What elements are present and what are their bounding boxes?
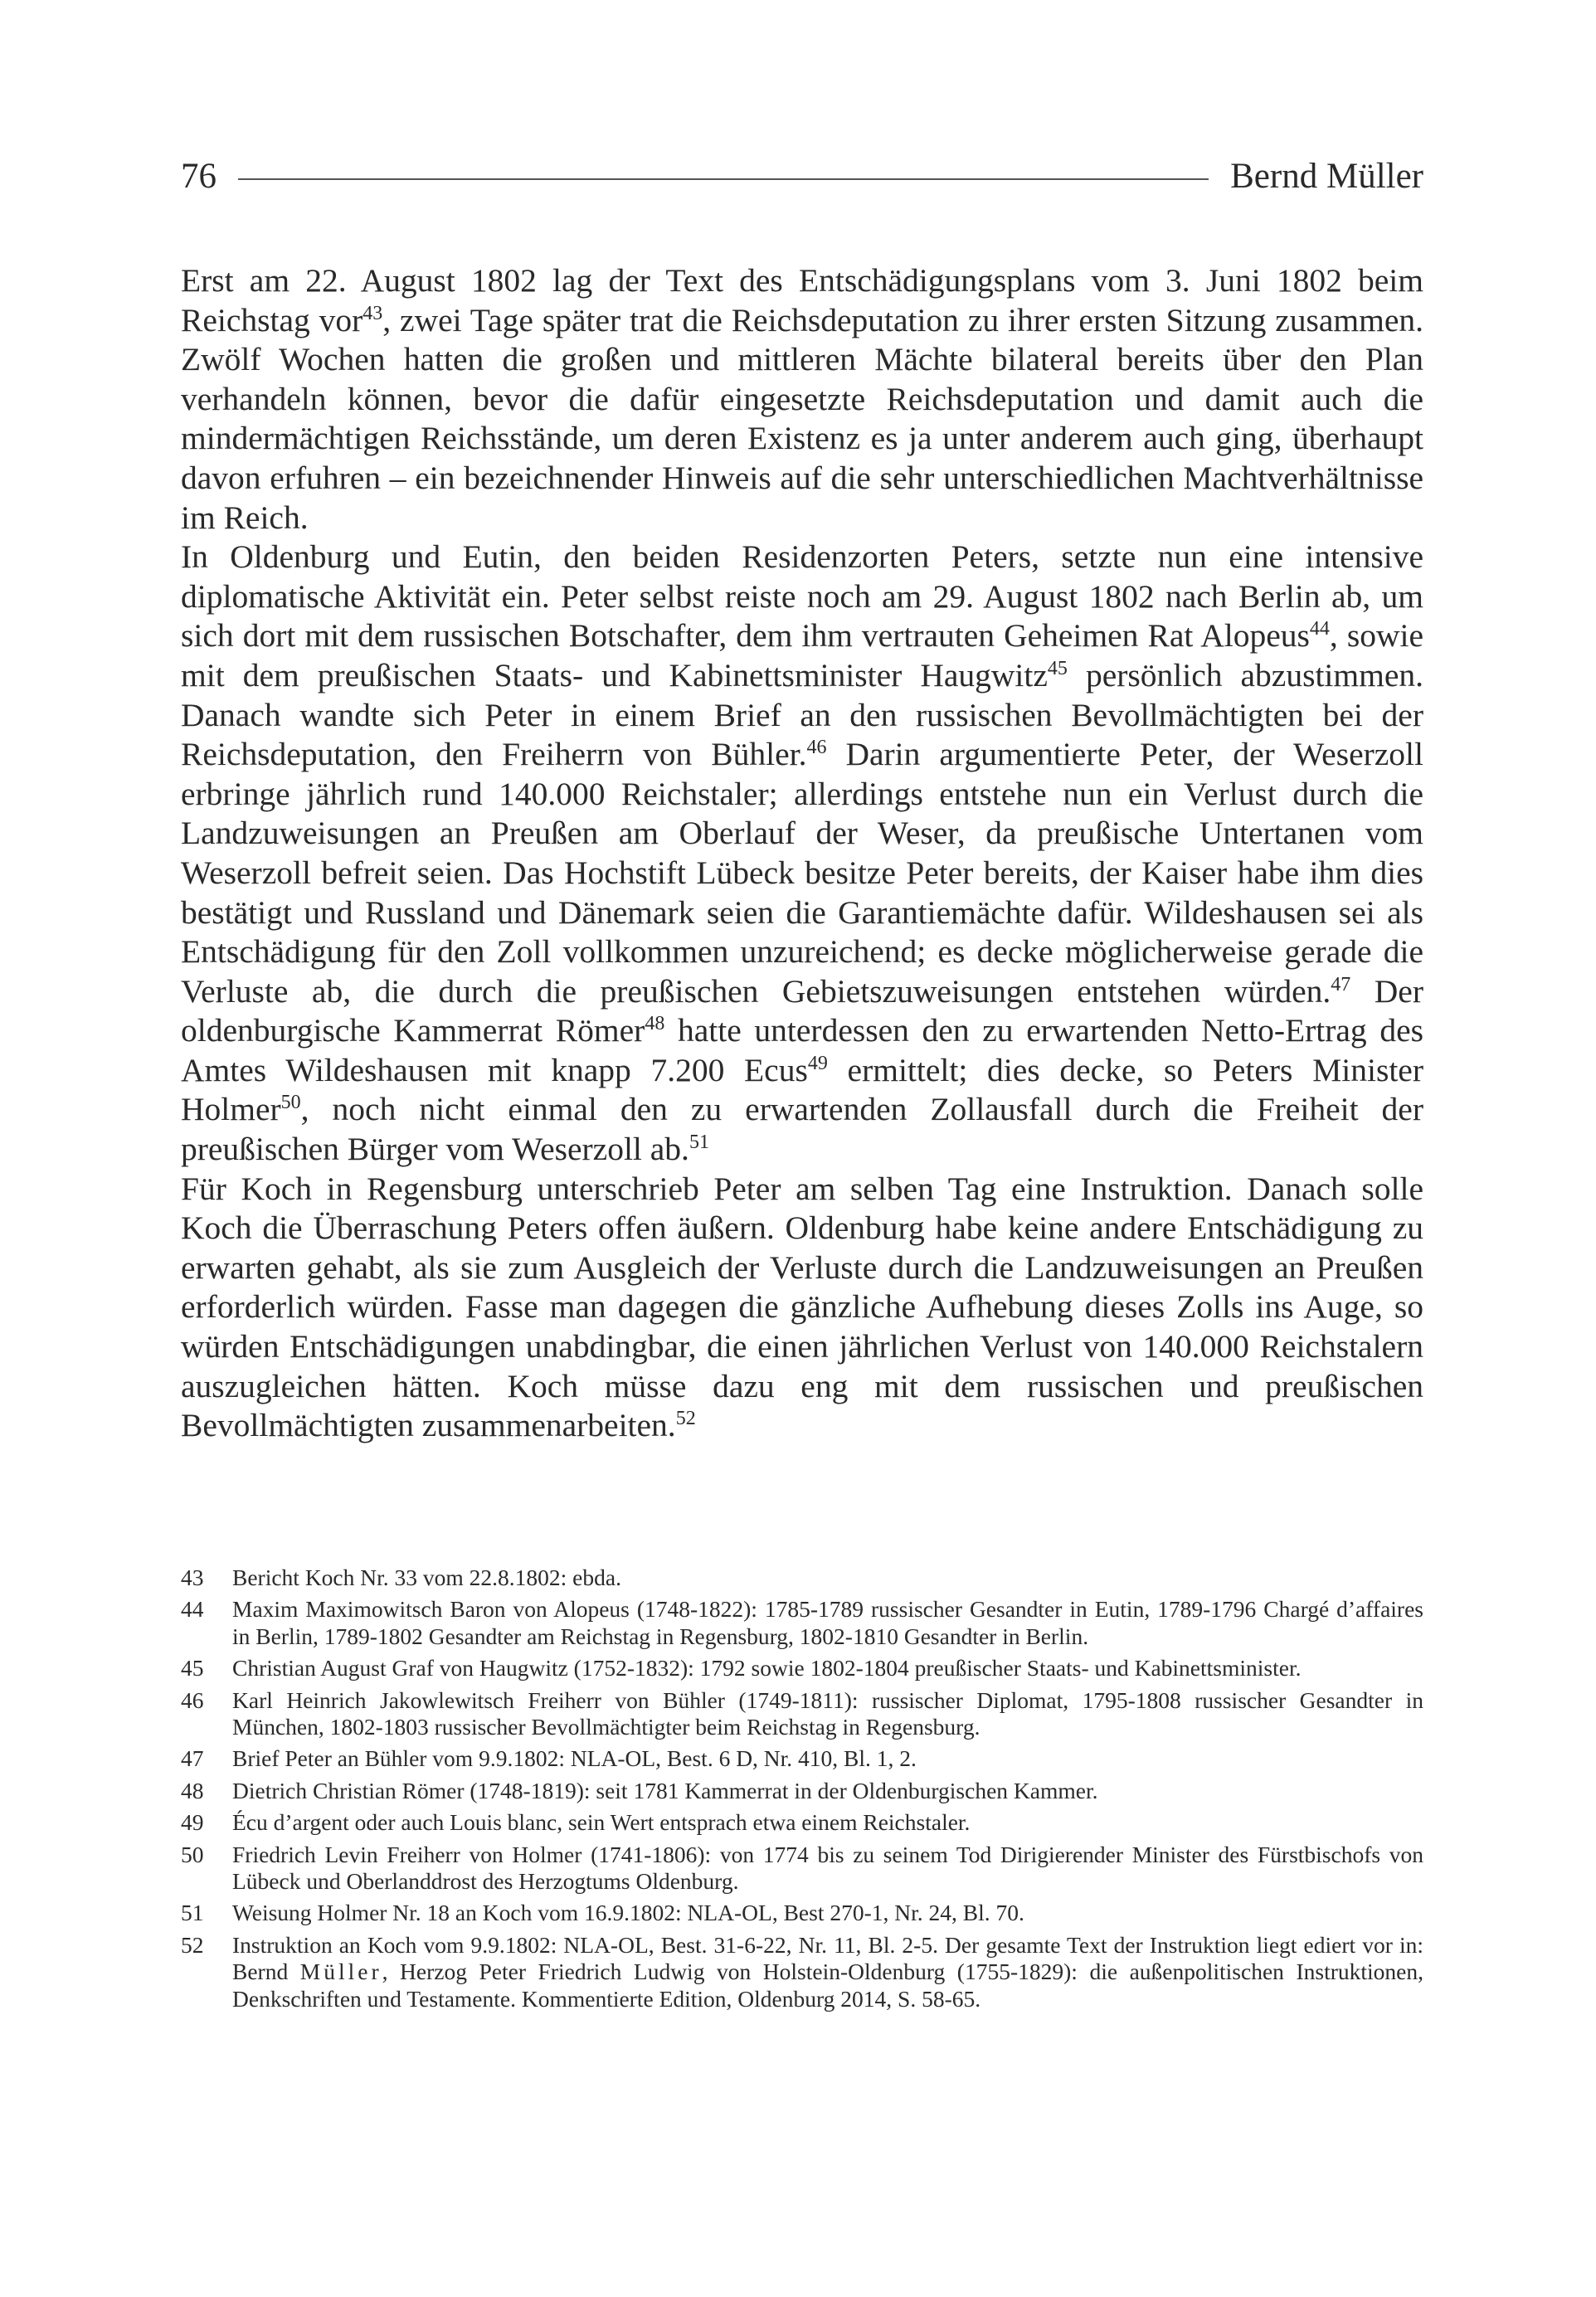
page-number: 76 bbox=[181, 157, 217, 196]
footnote-text bbox=[232, 1932, 1423, 2012]
footnote-number: 43 bbox=[181, 1565, 204, 1590]
footnote-number: 49 bbox=[181, 1809, 204, 1836]
footnote bbox=[181, 1596, 1423, 1650]
footnote bbox=[181, 1687, 1423, 1741]
footnote-text: Dietrich Christian Römer (1748-1819): seit 1781 Kammerrat in der Oldenburgischen Kammer. bbox=[232, 1777, 1098, 1803]
footnote bbox=[181, 1900, 1423, 1926]
footnotes bbox=[181, 1565, 1423, 2017]
paragraph-3 bbox=[181, 1170, 1423, 1446]
text-run: Erst am 22. August 1802 lag der Text des Entschädigungsplans vom 3. Juni 1802 beim Reichstag vor bbox=[181, 262, 1423, 338]
main-text bbox=[181, 261, 1423, 1446]
footnote-text: Maxim Maximowitsch Baron von Alopeus (1748-1822): 1785-1789 russischer Gesandter in Eutin, 1789-1796 Chargé d’affaires in Berlin, 1789-1802 Gesandter am Reichstag in Regensburg, 1802-1810 Gesandter in Berlin. bbox=[232, 1596, 1423, 1649]
footnote-number: 51 bbox=[181, 1900, 204, 1926]
footnote-ref: 44 bbox=[1309, 618, 1330, 640]
footnote-text: Weisung Holmer Nr. 18 an Koch vom 16.9.1802: NLA-OL, Best 270-1, Nr. 24, Bl. 70. bbox=[232, 1900, 1024, 1926]
footnote bbox=[181, 1565, 1423, 1591]
text-run: persönlich abzustimmen. Danach wandte sich Peter in einem Brief an den russischen Bevollmächtigten bei der Reichsdeputation, den Freiherrn von Bühler. bbox=[181, 656, 1424, 773]
text-run: , zwei Tage später trat die Reichsdeputation zu ihrer ersten Sitzung zusammen. Zwölf Wochen hatten die großen und mittleren Mächte bilateral bereits über den Plan verhandeln können, bevor die dafür eingesetzte Reichsdeputation und damit auch die mindermächtigen Reichsstände, um deren Existenz es ja unter anderem auch ging, überhaupt davon erfuhren – ein bezeichnender Hinweis auf die sehr unterschiedlichen Machtverhältnisse im Reich. bbox=[181, 301, 1423, 536]
running-header bbox=[181, 156, 1423, 197]
text-run: Für Koch in Regensburg unterschrieb Peter am selben Tag eine Instruktion. Danach solle Koch die Überraschung Peters offen äußern. Oldenburg habe keine andere Entschädigung zu erwarten gehabt, als sie zum Ausgleich der Verluste durch die Landzuweisungen an Preußen erforderlich würden. Fasse man dagegen die gänzliche Aufhebung dieses Zolls ins Auge, so würden Entschädigungen unabdingbar, die einen jährlichen Verlust von 140.000 Reichstalern auszugleichen hätten. Koch müsse dazu eng mit dem russischen und preußischen Bevollmächtigten zusammenarbeiten. bbox=[181, 1170, 1423, 1444]
footnote-text: Friedrich Levin Freiherr von Holmer (1741-1806): von 1774 bis zu seinem Tod Dirigierender Minister des Fürstbischofs von Lübeck und Oberlanddrost des Herzogtums Oldenburg. bbox=[232, 1841, 1423, 1895]
footnote-number: 50 bbox=[181, 1841, 204, 1867]
footnote-ref: 51 bbox=[689, 1131, 709, 1153]
text-run: In Oldenburg und Eutin, den beiden Residenzorten Peters, setzte nun eine intensive diplomatische Aktivität ein. Peter selbst reiste noch am 29. August 1802 nach Berlin ab, um sich dort mit dem russischen Botschafter, dem ihm vertrauten Geheimen Rat Alopeus bbox=[181, 538, 1423, 655]
footnote-number: 47 bbox=[181, 1745, 204, 1772]
text-run: , noch nicht einmal den zu erwartenden Zollausfall durch die Freiheit der preußischen Bürger vom Weserzoll ab. bbox=[181, 1091, 1423, 1168]
text-run: Darin argumentierte Peter, der Weserzoll erbringe jährlich rund 140.000 Reichstaler; allerdings entstehe nun ein Verlust durch die Landzuweisungen an Preußen am Oberlauf der Weser, da preußische Untertanen vom Weserzoll befreit seien. Das Hochstift Lübeck besitze Peter bereits, der Kaiser habe ihm dies bestätigt und Russland und Dänemark seien die Garantiemächte dafür. Wildeshausen sei als Entschädigung für den Zoll vollkommen unzureichend; es decke möglicherweise gerade die Verluste ab, die durch die preußischen Gebietszuweisungen entstehen würden. bbox=[181, 736, 1424, 1010]
footnote-text: Christian August Graf von Haugwitz (1752-1832): 1792 sowie 1802-1804 preußischer Staats- und Kabinettsminister. bbox=[232, 1655, 1302, 1681]
footnote-ref: 48 bbox=[645, 1013, 665, 1035]
footnote-number: 46 bbox=[181, 1686, 204, 1713]
footnote-number: 48 bbox=[181, 1777, 204, 1803]
footnote-ref: 49 bbox=[807, 1052, 828, 1074]
footnote-text: Écu d’argent oder auch Louis blanc, sein Wert entsprach etwa einem Reichstaler. bbox=[232, 1809, 971, 1836]
footnote-number: 52 bbox=[181, 1931, 204, 1958]
footnote-ref: 45 bbox=[1047, 657, 1068, 679]
footnote-ref: 43 bbox=[363, 302, 383, 324]
footnote-ref: 50 bbox=[280, 1092, 301, 1114]
footnote-ref: 46 bbox=[806, 736, 827, 758]
running-author: Bernd Müller bbox=[1230, 157, 1423, 196]
text-run: Der oldenburgische Kammerrat Römer bbox=[181, 972, 1423, 1049]
text-run: Instruktion an Koch vom 9.9.1802: NLA-OL, Best. 31-6-22, Nr. 11, Bl. 2-5. Der gesamte Text der Instruktion liegt ediert vor in: Bernd bbox=[232, 1931, 1423, 1985]
footnote bbox=[181, 1842, 1423, 1896]
paragraph-1 bbox=[181, 261, 1423, 538]
footnote bbox=[181, 1778, 1423, 1804]
footnote-text: Bericht Koch Nr. 33 vom 22.8.1802: ebda. bbox=[232, 1565, 621, 1590]
header-rule bbox=[238, 178, 1209, 180]
footnote bbox=[181, 1809, 1423, 1836]
footnote-number: 45 bbox=[181, 1655, 204, 1681]
footnote bbox=[181, 1655, 1423, 1681]
text-run: , Herzog Peter Friedrich Ludwig von Holstein-Oldenburg (1755-1829): die außenpolitischen Instruktionen, Denkschriften und Testamente. Kommentierte Edition, Oldenburg 2014, S. 58-65. bbox=[232, 1959, 1423, 2012]
text-run: , sowie mit dem preußischen Staats- und Kabinettsminister Haugwitz bbox=[181, 617, 1424, 693]
footnote-text: Brief Peter an Bühler vom 9.9.1802: NLA-OL, Best. 6 D, Nr. 410, Bl. 1, 2. bbox=[232, 1745, 917, 1772]
footnote-ref: 47 bbox=[1331, 973, 1351, 995]
paragraph-2 bbox=[181, 538, 1423, 1170]
footnote-ref: 52 bbox=[675, 1408, 696, 1430]
footnote-text: Karl Heinrich Jakowlewitsch Freiherr von Bühler (1749-1811): russischer Diplomat, 1795-1808 russischer Gesandter in München, 1802-1803 russischer Bevollmächtigter beim Reichstag in Regensburg. bbox=[232, 1686, 1423, 1740]
footnote-number: 44 bbox=[181, 1596, 204, 1623]
footnote bbox=[181, 1745, 1423, 1772]
text-run: hatte unterdessen den zu erwartenden Netto-Ertrag des Amtes Wildeshausen mit knapp 7.200 Ecus bbox=[181, 1012, 1423, 1088]
footnote bbox=[181, 1932, 1423, 2012]
author-name: Müller bbox=[299, 1959, 382, 1985]
text-run: ermittelt; dies decke, so Peters Minister Holmer bbox=[181, 1051, 1423, 1128]
